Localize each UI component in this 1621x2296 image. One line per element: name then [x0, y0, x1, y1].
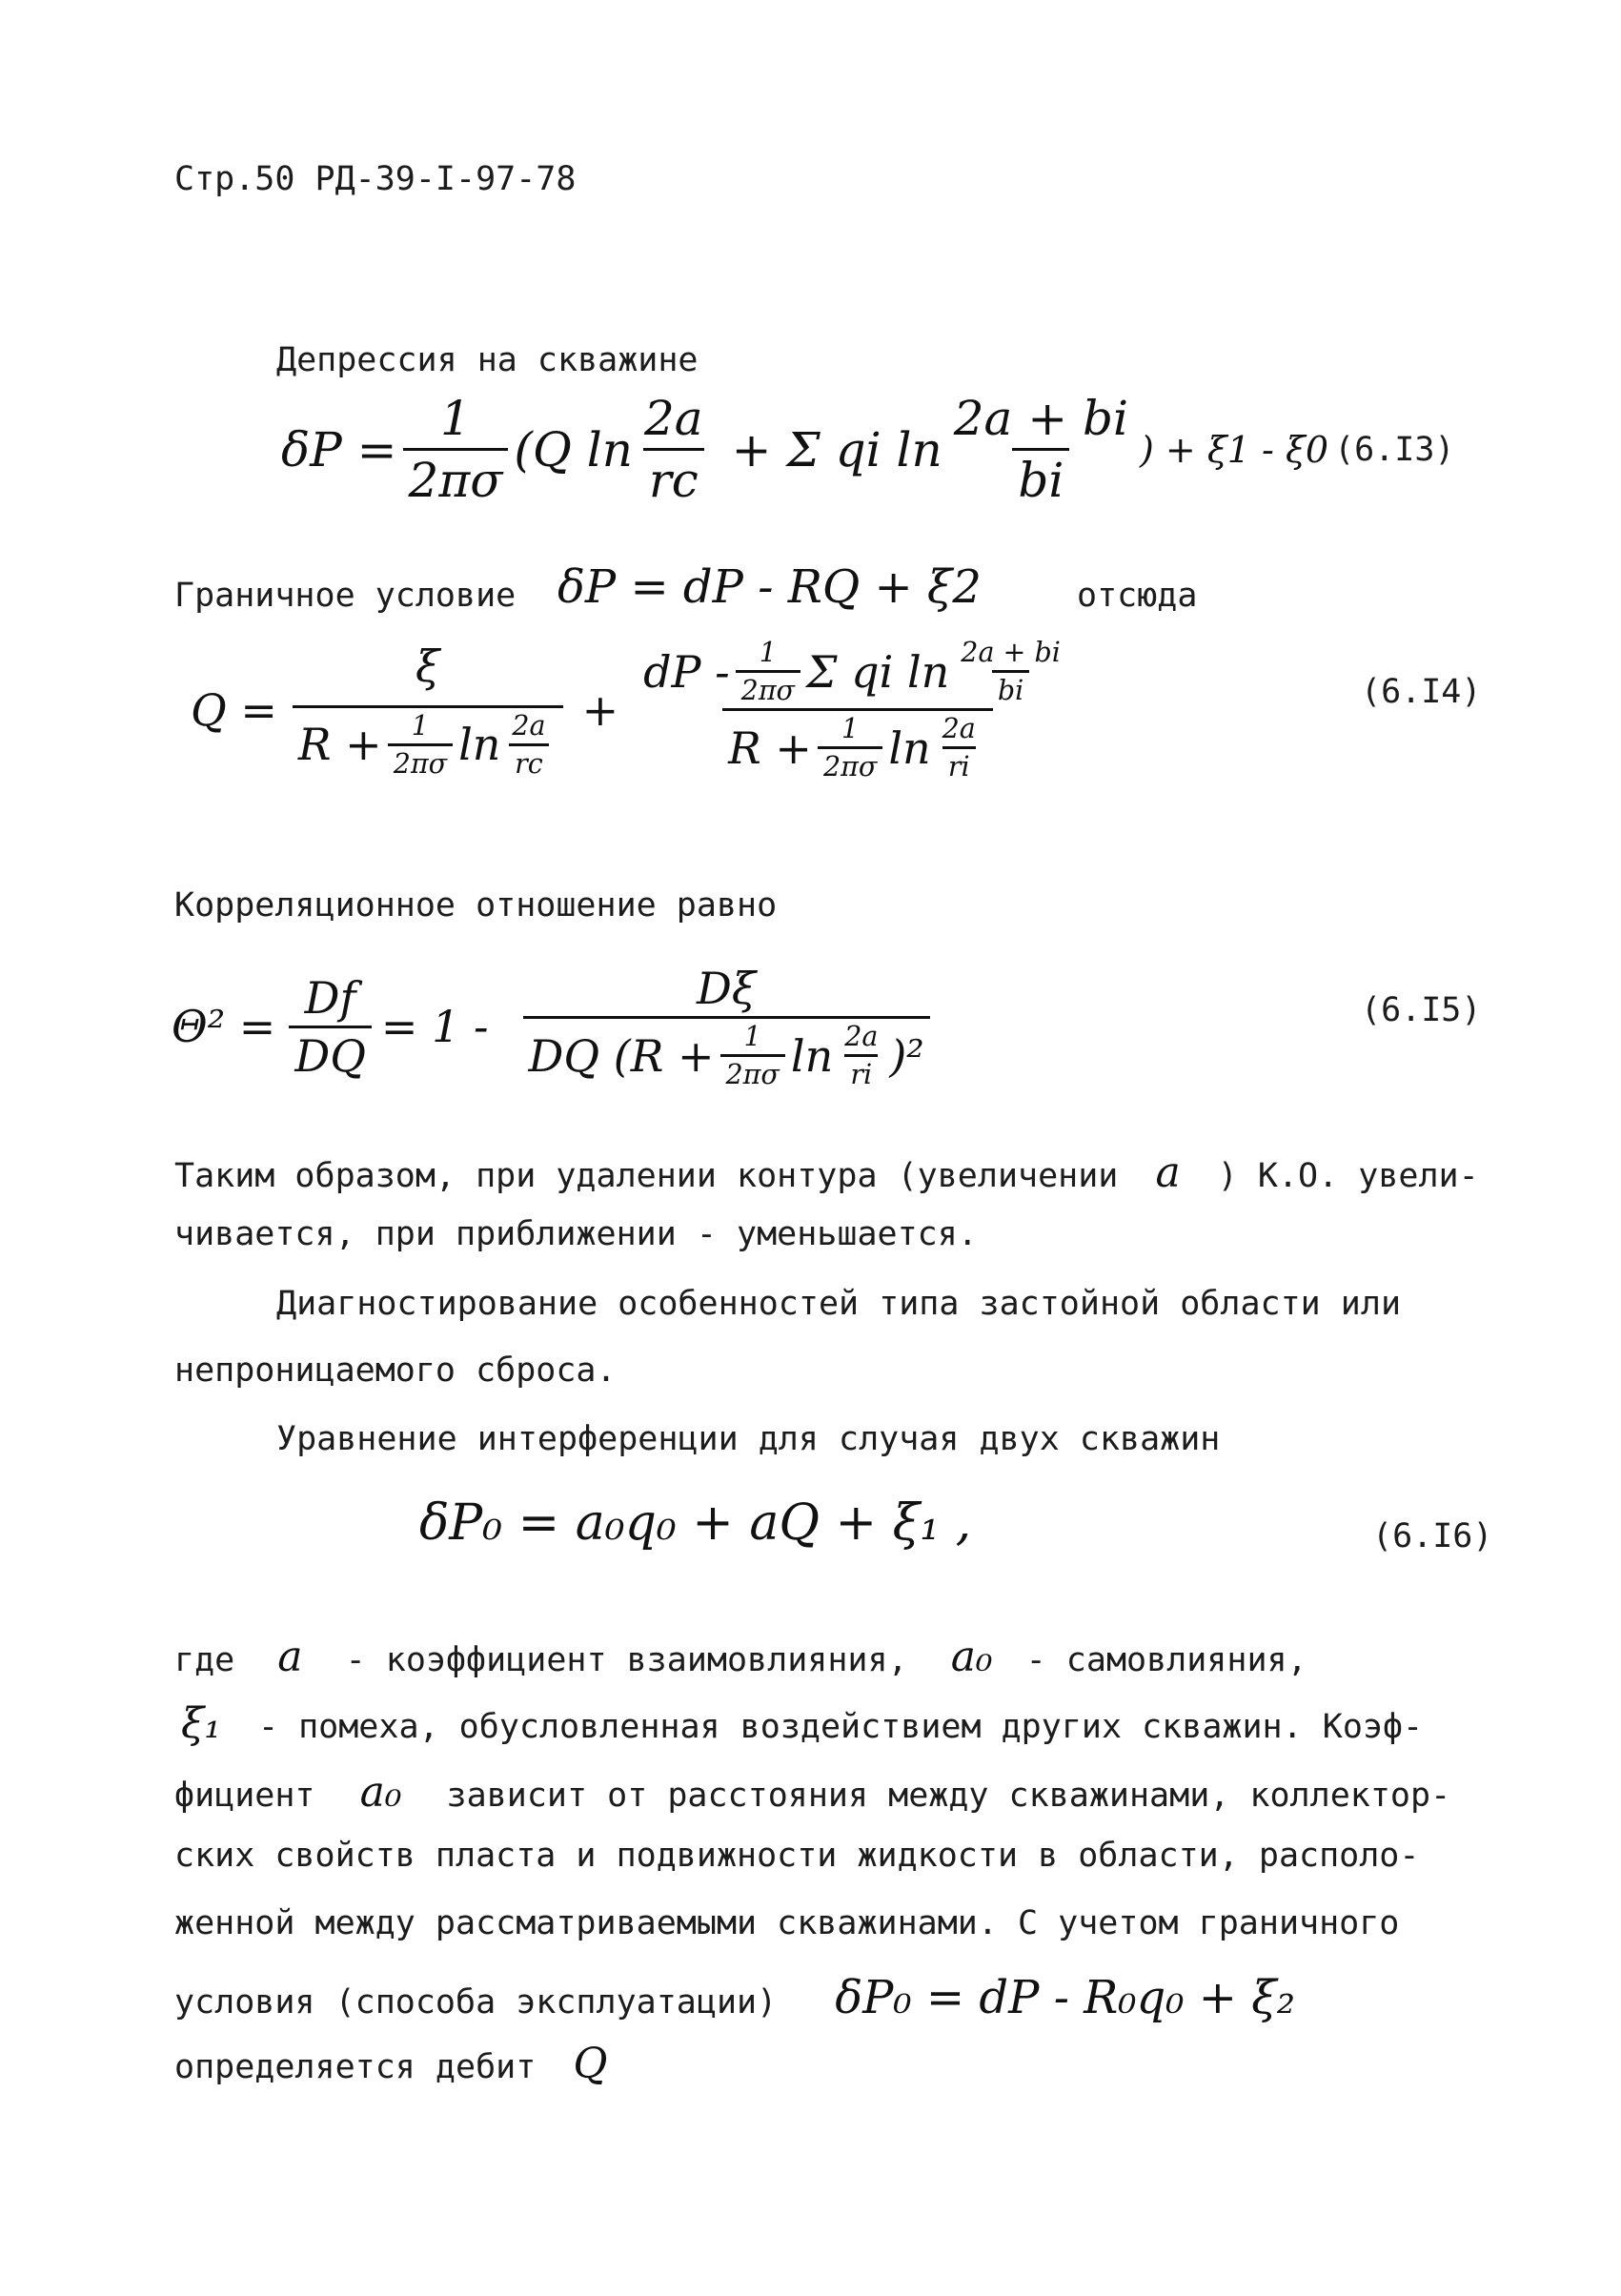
eq614-f2-den-frac	[937, 713, 982, 782]
where-line-5: женной между рассматриваемыми скважинами. С учетом граничного	[174, 1904, 1400, 1942]
eq615-f2-den-close: )²	[889, 1029, 924, 1082]
eq613-frac2-den: rc	[643, 448, 704, 508]
eq613-frac2	[638, 391, 709, 508]
eq614-frac1	[293, 640, 563, 780]
p1-text-b: ) К.О. увели-	[1217, 1157, 1479, 1195]
eq616-number: (6.I6)	[1372, 1517, 1493, 1555]
where-symbol-a0: a₀	[950, 1633, 993, 1681]
where-text-l7: определяется дебит	[174, 2048, 537, 2086]
eq615-frac1-den: DQ	[289, 1026, 372, 1082]
eq614-frac1-num: ξ	[415, 640, 440, 692]
eq614-number: (6.I4)	[1361, 673, 1482, 711]
eq615-f2-den-frac-num: 2a	[844, 1021, 879, 1052]
eq614-f2-den-frac-den: ri	[942, 746, 976, 782]
where-line-7	[174, 2040, 607, 2088]
eq613-lhs: δP =	[281, 421, 397, 477]
boundary-after: отсюда	[1077, 577, 1198, 615]
correlation-label: Корреляционное отношение равно	[174, 886, 778, 924]
eq615-frac2	[523, 963, 930, 1090]
eq614-f1-den-small-num: 1	[411, 709, 429, 742]
where-boundary-eq: δP₀ = dP - R₀q₀ + ξ₂	[835, 1971, 1295, 2024]
eq614-f2-num-small	[736, 637, 800, 706]
eq614-f2-num-small-num: 1	[759, 637, 777, 668]
where-text-l6: условия (способа эксплуатации)	[174, 1983, 778, 2022]
eq615-frac1-num: Df	[304, 971, 356, 1024]
eq613-frac3-num: 2a + bi	[953, 391, 1129, 446]
eq614-f1-den-a: R +	[297, 719, 382, 770]
where-line-2	[181, 1699, 1423, 1748]
where-text-a: где	[174, 1641, 235, 1679]
where-text-l3a: фициент	[174, 1777, 315, 1815]
where-line-1	[174, 1633, 1307, 1681]
eq615-f2-den-small-den: 2πσ	[720, 1054, 785, 1090]
eq614-frac2-num	[638, 637, 1078, 708]
eq613-open: (Q ln	[514, 421, 633, 477]
eq613-frac3-den: bi	[1012, 448, 1069, 508]
eq614-f1-den-frac-num: 2a	[512, 709, 546, 742]
eq614-f2-den-frac-num: 2a	[942, 713, 976, 744]
where-line-4: ских свойств пласта и подвижности жидкости в области, располо-	[174, 1837, 1420, 1875]
eq615-lhs: Θ² =	[172, 1001, 276, 1052]
equation-6-16: δP₀ = a₀q₀ + aQ + ξ₁ ,	[419, 1494, 972, 1552]
eq615-number: (6.I5)	[1361, 991, 1482, 1029]
eq615-f2-den-small	[720, 1021, 785, 1090]
eq614-f2-num-frac-num: 2a + bi	[961, 637, 1061, 668]
eq615-f2-den-ln: ln	[790, 1029, 834, 1082]
eq614-f2-den-a: R +	[728, 721, 812, 774]
eq613-tail: ) + ξ1 - ξ0	[1140, 428, 1329, 471]
eq614-frac2	[638, 637, 1078, 782]
where-symbol-a: a	[277, 1633, 303, 1681]
eq614-f2-num-frac	[955, 637, 1066, 706]
where-symbol-Q: Q	[573, 2040, 608, 2088]
eq614-plus: +	[581, 683, 619, 736]
eq615-frac1	[289, 972, 372, 1082]
paragraph-2-line-2: непроницаемого сброса.	[174, 1351, 617, 1390]
eq614-f2-den-small-num: 1	[841, 713, 860, 744]
eq613-number: (6.I3)	[1334, 430, 1455, 469]
heading-depression: Депрессия на скважине	[276, 341, 699, 379]
where-symbol-xi: ξ₁	[181, 1699, 221, 1748]
eq613-frac2-num: 2a	[643, 391, 703, 446]
equation-6-14	[191, 637, 1084, 782]
equation-6-13	[281, 391, 1455, 508]
p1-symbol-a: a	[1155, 1148, 1181, 1197]
where-text-c: - самовлияния,	[1025, 1641, 1307, 1679]
paragraph-2-line-1: Диагностирование особенностей типа застойной области или	[276, 1285, 1402, 1323]
eq614-f2-den-small-den: 2πσ	[818, 746, 882, 782]
eq614-f2-num-small-den: 2πσ	[736, 670, 800, 706]
eq615-f2-den-frac	[839, 1021, 883, 1090]
paragraph-1-line-2: чивается, при приближении - уменьшается.	[174, 1215, 978, 1253]
where-symbol-a0b: a₀	[359, 1768, 402, 1817]
eq613-frac1-num: 1	[440, 391, 471, 446]
boundary-label: Граничное условие	[174, 577, 517, 615]
eq614-f1-den-ln: ln	[458, 719, 501, 770]
eq614-frac1-den	[293, 705, 563, 780]
boundary-equation: δP = dP - RQ + ξ2	[557, 560, 982, 614]
where-line-6	[174, 1971, 1295, 2024]
eq613-frac3	[948, 391, 1134, 508]
where-text-b: - коэффициент взаимовлияния,	[345, 1641, 908, 1679]
eq613-frac1	[403, 391, 509, 508]
eq615-mid: = 1 -	[380, 1001, 489, 1052]
eq615-f2-den-frac-den: ri	[844, 1054, 878, 1090]
eq615-f2-den-a: DQ (R +	[528, 1029, 715, 1082]
eq615-frac2-num: Dξ	[697, 963, 757, 1014]
equation-6-15	[172, 963, 936, 1090]
eq614-f1-den-frac	[506, 710, 551, 780]
eq614-f2-den-ln: ln	[888, 721, 931, 774]
eq614-f1-den-small	[388, 710, 453, 780]
eq614-f2-num-sum: Σ qi ln	[806, 645, 950, 698]
where-text-l3b: зависит от расстояния между скважинами, коллектор-	[446, 1777, 1451, 1815]
eq614-f2-num-frac-den: bi	[992, 670, 1029, 706]
paragraph-3-line-1: Уравнение интерференции для случая двух скважин	[276, 1420, 1221, 1458]
page-header: Стр.50 РД-39-I-97-78	[174, 160, 577, 198]
eq615-frac2-den	[523, 1016, 930, 1090]
eq614-f1-den-small-den: 2πσ	[388, 743, 453, 780]
eq615-f2-den-small-num: 1	[743, 1021, 761, 1052]
paragraph-1-line-1	[174, 1148, 1479, 1197]
eq614-frac2-den	[722, 708, 993, 782]
eq614-f1-den-frac-den: rc	[509, 743, 549, 780]
where-text-l2: - помеха, обусловленная воздействием других скважин. Коэф-	[257, 1708, 1424, 1746]
eq613-sum: + Σ qi ln	[731, 421, 942, 477]
eq613-frac1-den: 2πσ	[403, 448, 509, 508]
p1-text-a: Таким образом, при удалении контура (увеличении	[174, 1157, 1119, 1195]
eq614-f2-den-small	[818, 713, 882, 782]
eq614-lhs: Q =	[191, 683, 277, 736]
eq614-f2-num-a: dP -	[643, 645, 730, 698]
where-line-3	[174, 1768, 1450, 1817]
